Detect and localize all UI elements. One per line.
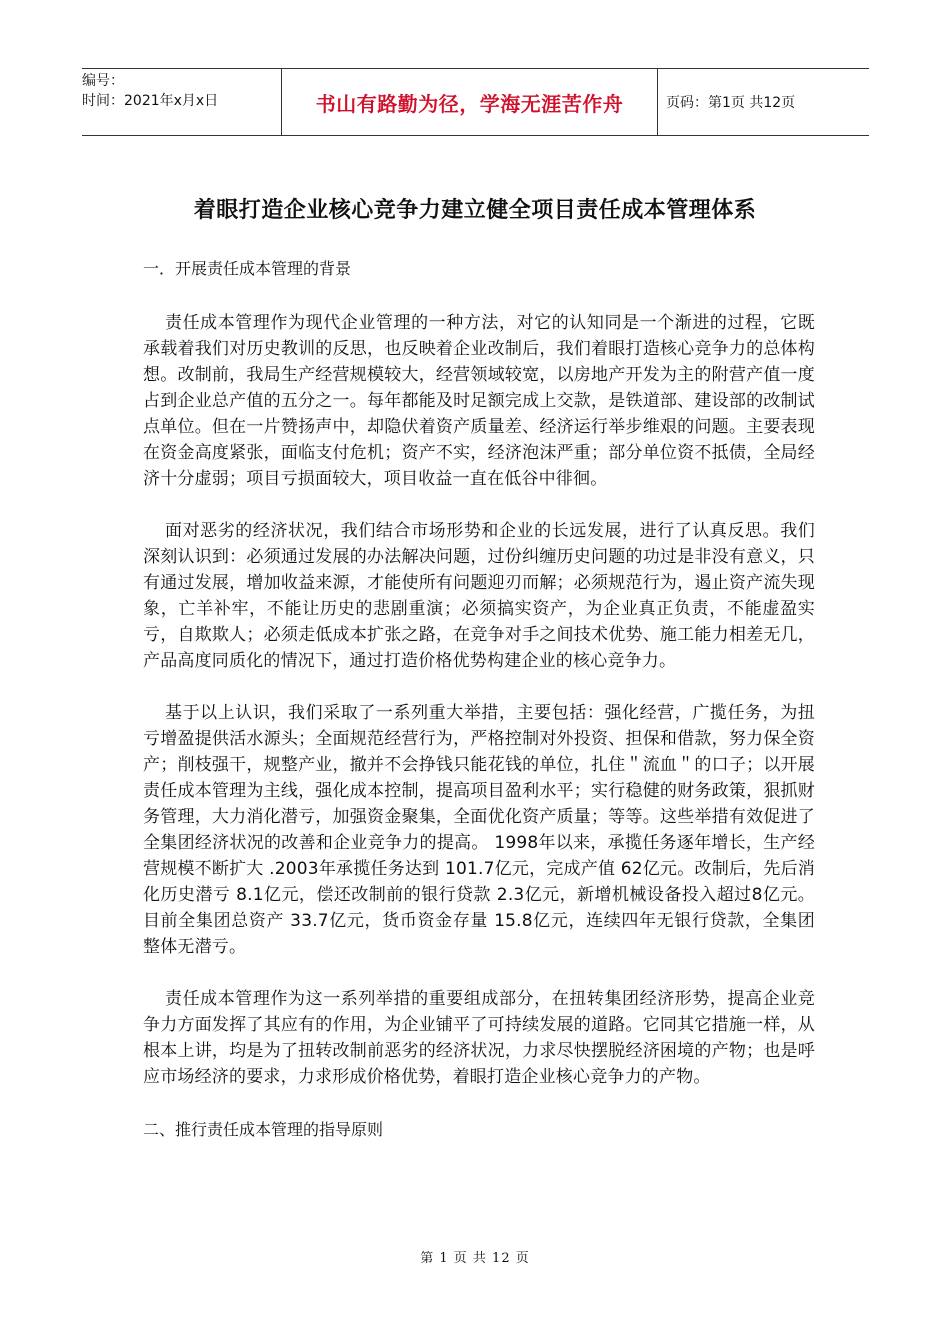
header-motto: 书山有路勤为径，学海无涯苦作舟 <box>282 69 658 135</box>
body-paragraph: 责任成本管理作为现代企业管理的一种方法，对它的认知同是一个渐进的过程，它既承载着我们对历史教训的反思，也反映着企业改制后，我们着眼打造核心竞争力的总体构想。改制前，我局生产经营规模较大，经营领域较宽，以房地产开发为主的附营产值一度占到企业总产值的五分之一。每年都能及时足额完成上交款，是铁道部、建设部的改制试点单位。但在一片赞扬声中，却隐伏着资产质量差、经济运行举步维艰的问题。主要表现在资金高度紧张，面临支付危机；资产不实，经济泡沫严重；部分单位资不抵债，全局经济十分虚弱；项目亏损面较大，项目收益一直在低谷中徘徊。 <box>143 313 815 489</box>
body-paragraph: 责任成本管理作为这一系列举措的重要组成部分，在扭转集团经济形势，提高企业竞争力方面发挥了其应有的作用，为企业铺平了可持续发展的道路。它同其它措施一样，从根本上讲，均是为了扭转改制前恶劣的经济状况，力求尽快摆脱经济困境的产物；也是呼应市场经济的要求，力求形成价格优势，着眼打造企业核心竞争力的产物。 <box>143 989 815 1087</box>
document-number-label: 编号： <box>82 73 124 89</box>
document-time-label: 时间：2021年x月x日 <box>82 93 219 109</box>
header-page-info: 页码：第1页 共12页 <box>666 95 796 111</box>
section-heading: 一．开展责任成本管理的背景 <box>143 259 352 278</box>
document-body <box>143 255 815 1143</box>
body-paragraph: 基于以上认识，我们采取了一系列重大举措，主要包括：强化经营，广揽任务，为扭亏增盈提供活水源头；全面规范经营行为，严格控制对外投资、担保和借款，努力保全资产；削枝强干，规整产业，撤并不会挣钱只能花钱的单位，扎住＂流血＂的口子；以开展责任成本管理为主线，强化成本控制，提高项目盈利水平；实行稳健的财务政策，狠抓财务管理，大力消化潜亏，加强资金聚集，全面优化资产质量；等等。这些举措有效促进了全集团经济状况的改善和企业竞争力的提高。 1998年以来，承揽任务逐年增长，生产经营规模不断扩大 .2003年承揽任务达到 101.7亿元，完成产值 62亿元。改制后，先后消化历史潜亏 8.1亿元，偿还改制前的银行贷款 2.3亿元，新增机械设备投入超过8亿元。目前全集团总资产 33.7亿元，货币资金存量 15.8亿元，连续四年无银行贷款，全集团整体无潜亏。 <box>143 703 815 957</box>
page-header <box>82 68 869 136</box>
document-title: 着眼打造企业核心竞争力建立健全项目责任成本管理体系 <box>193 198 757 223</box>
body-paragraph: 面对恶劣的经济状况，我们结合市场形势和企业的长远发展，进行了认真反思。我们深刻认识到：必须通过发展的办法解决问题，过份纠缠历史问题的功过是非没有意义，只有通过发展，增加收益来源，才能使所有问题迎刃而解；必须规范行为，遏止资产流失现象，亡羊补牢，不能让历史的悲剧重演；必须搞实资产，为企业真正负责，不能虚盈实亏，自欺欺人；必须走低成本扩张之路，在竞争对手之间技术优势、施工能力相差无几，产品高度同质化的情况下，通过打造价格优势构建企业的核心竞争力。 <box>143 521 815 671</box>
page-footer: 第 1 页 共 12 页 <box>420 1251 530 1266</box>
section-heading: 二、推行责任成本管理的指导原则 <box>143 1120 384 1139</box>
header-meta <box>82 69 282 135</box>
